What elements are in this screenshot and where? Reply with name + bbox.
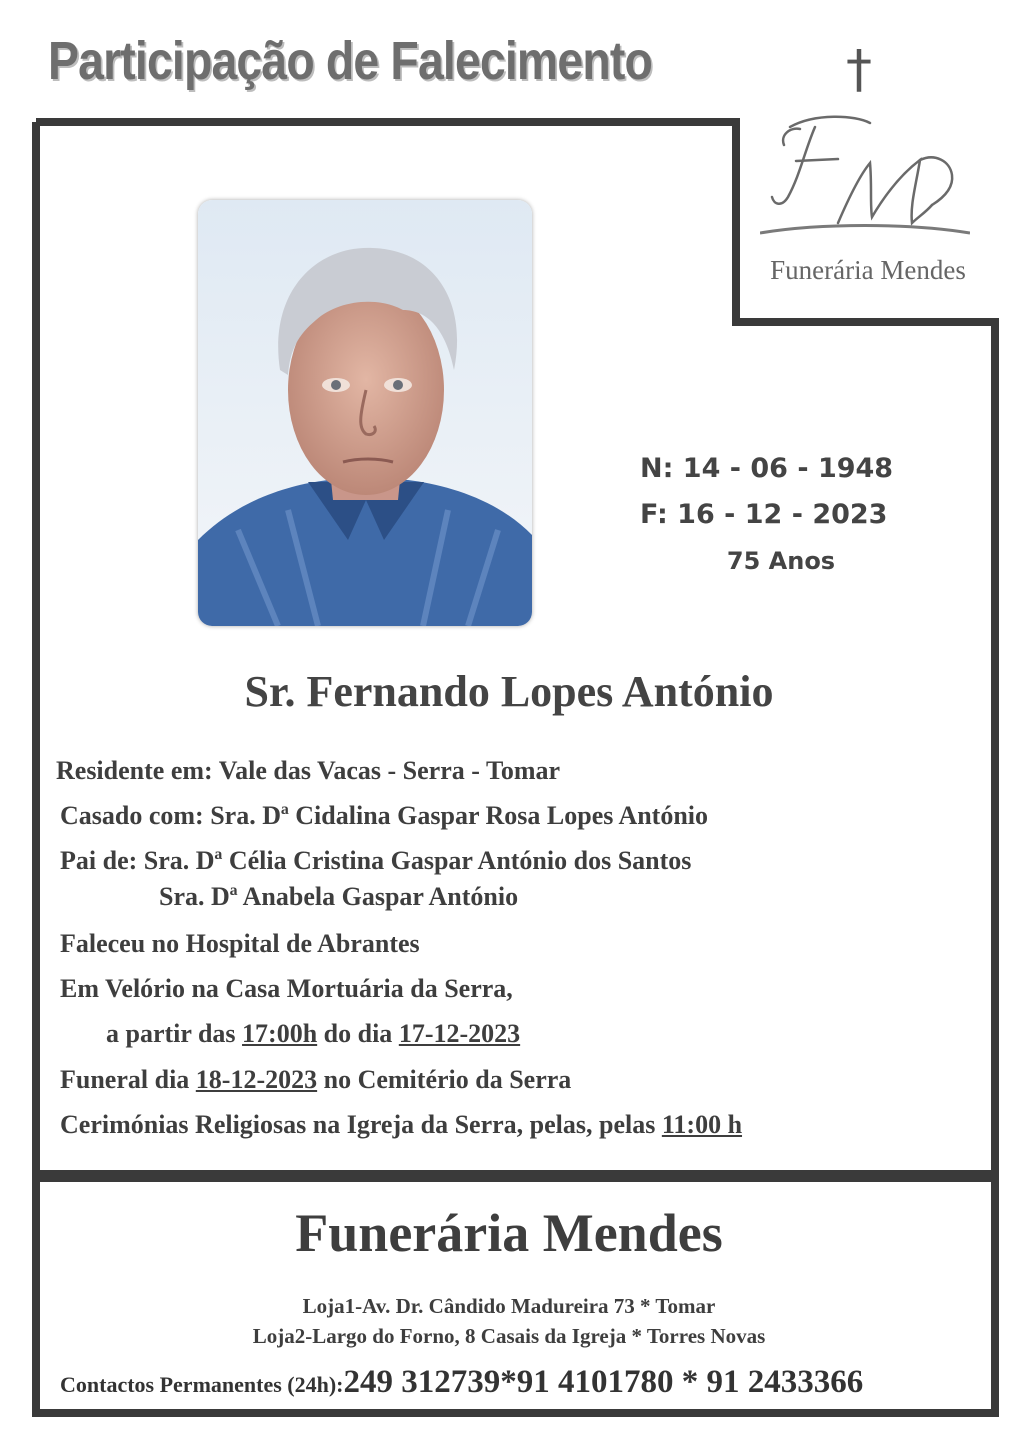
portrait-photo [198,200,532,626]
birth-date: N: 14 - 06 - 1948 [640,453,894,484]
wake-prefix: a partir das [106,1019,243,1048]
contacts-label: Contactos Permanentes (24h): [60,1372,344,1397]
funeral-line [60,1065,571,1095]
cross-icon: † [846,40,872,100]
death-date: F: 16 - 12 - 2023 [640,499,888,530]
wake-time: 17:00h [242,1019,318,1048]
contacts-numbers: 249 312739*91 4101780 * 91 2433366 [343,1364,864,1400]
logo-text: Funerária Mendes [770,255,966,285]
ceremony-time: 11:00 h [661,1110,743,1139]
funeral-suffix: no Cemitério da Serra [317,1065,572,1094]
father-of-line-1: Pai de: Sra. Dª Célia Cristina Gaspar António dos Santos [60,846,692,875]
deceased-name: Sr. Fernando Lopes António [244,667,774,716]
dates-block [640,446,900,584]
spouse-line: Casado com: Sra. Dª Cidalina Gaspar Rosa Lopes António [60,801,709,830]
store-address-2: Loja2-Largo do Forno, 8 Casais da Igreja * Torres Novas [252,1324,766,1348]
store-address-1: Loja1-Av. Dr. Cândido Madureira 73 * Tomar [302,1294,716,1318]
funeral-date: 18-12-2023 [195,1065,318,1094]
ceremony-line [60,1110,742,1140]
age: 75 Anos [726,547,836,575]
ceremony-prefix: Cerimónias Religiosas na Igreja da Serra, pelas, pelas [60,1110,662,1139]
contacts-line [60,1364,863,1401]
father-of-line-2: Sra. Dª Anabela Gaspar António [159,882,519,911]
fm-monogram-icon [760,105,970,235]
wake-mid: do dia [317,1019,399,1048]
funeral-prefix: Funeral dia [60,1065,196,1094]
company-name: Funerária Mendes [295,1203,723,1263]
died-at-line: Faleceu no Hospital de Abrantes [60,929,420,958]
wake-date: 17-12-2023 [398,1019,521,1048]
residence-line: Residente em: Vale das Vacas - Serra - Tomar [56,756,561,785]
page-title: Participação de Falecimento [48,31,652,91]
wake-line: Em Velório na Casa Mortuária da Serra, [60,974,513,1003]
wake-time-line [106,1019,520,1049]
